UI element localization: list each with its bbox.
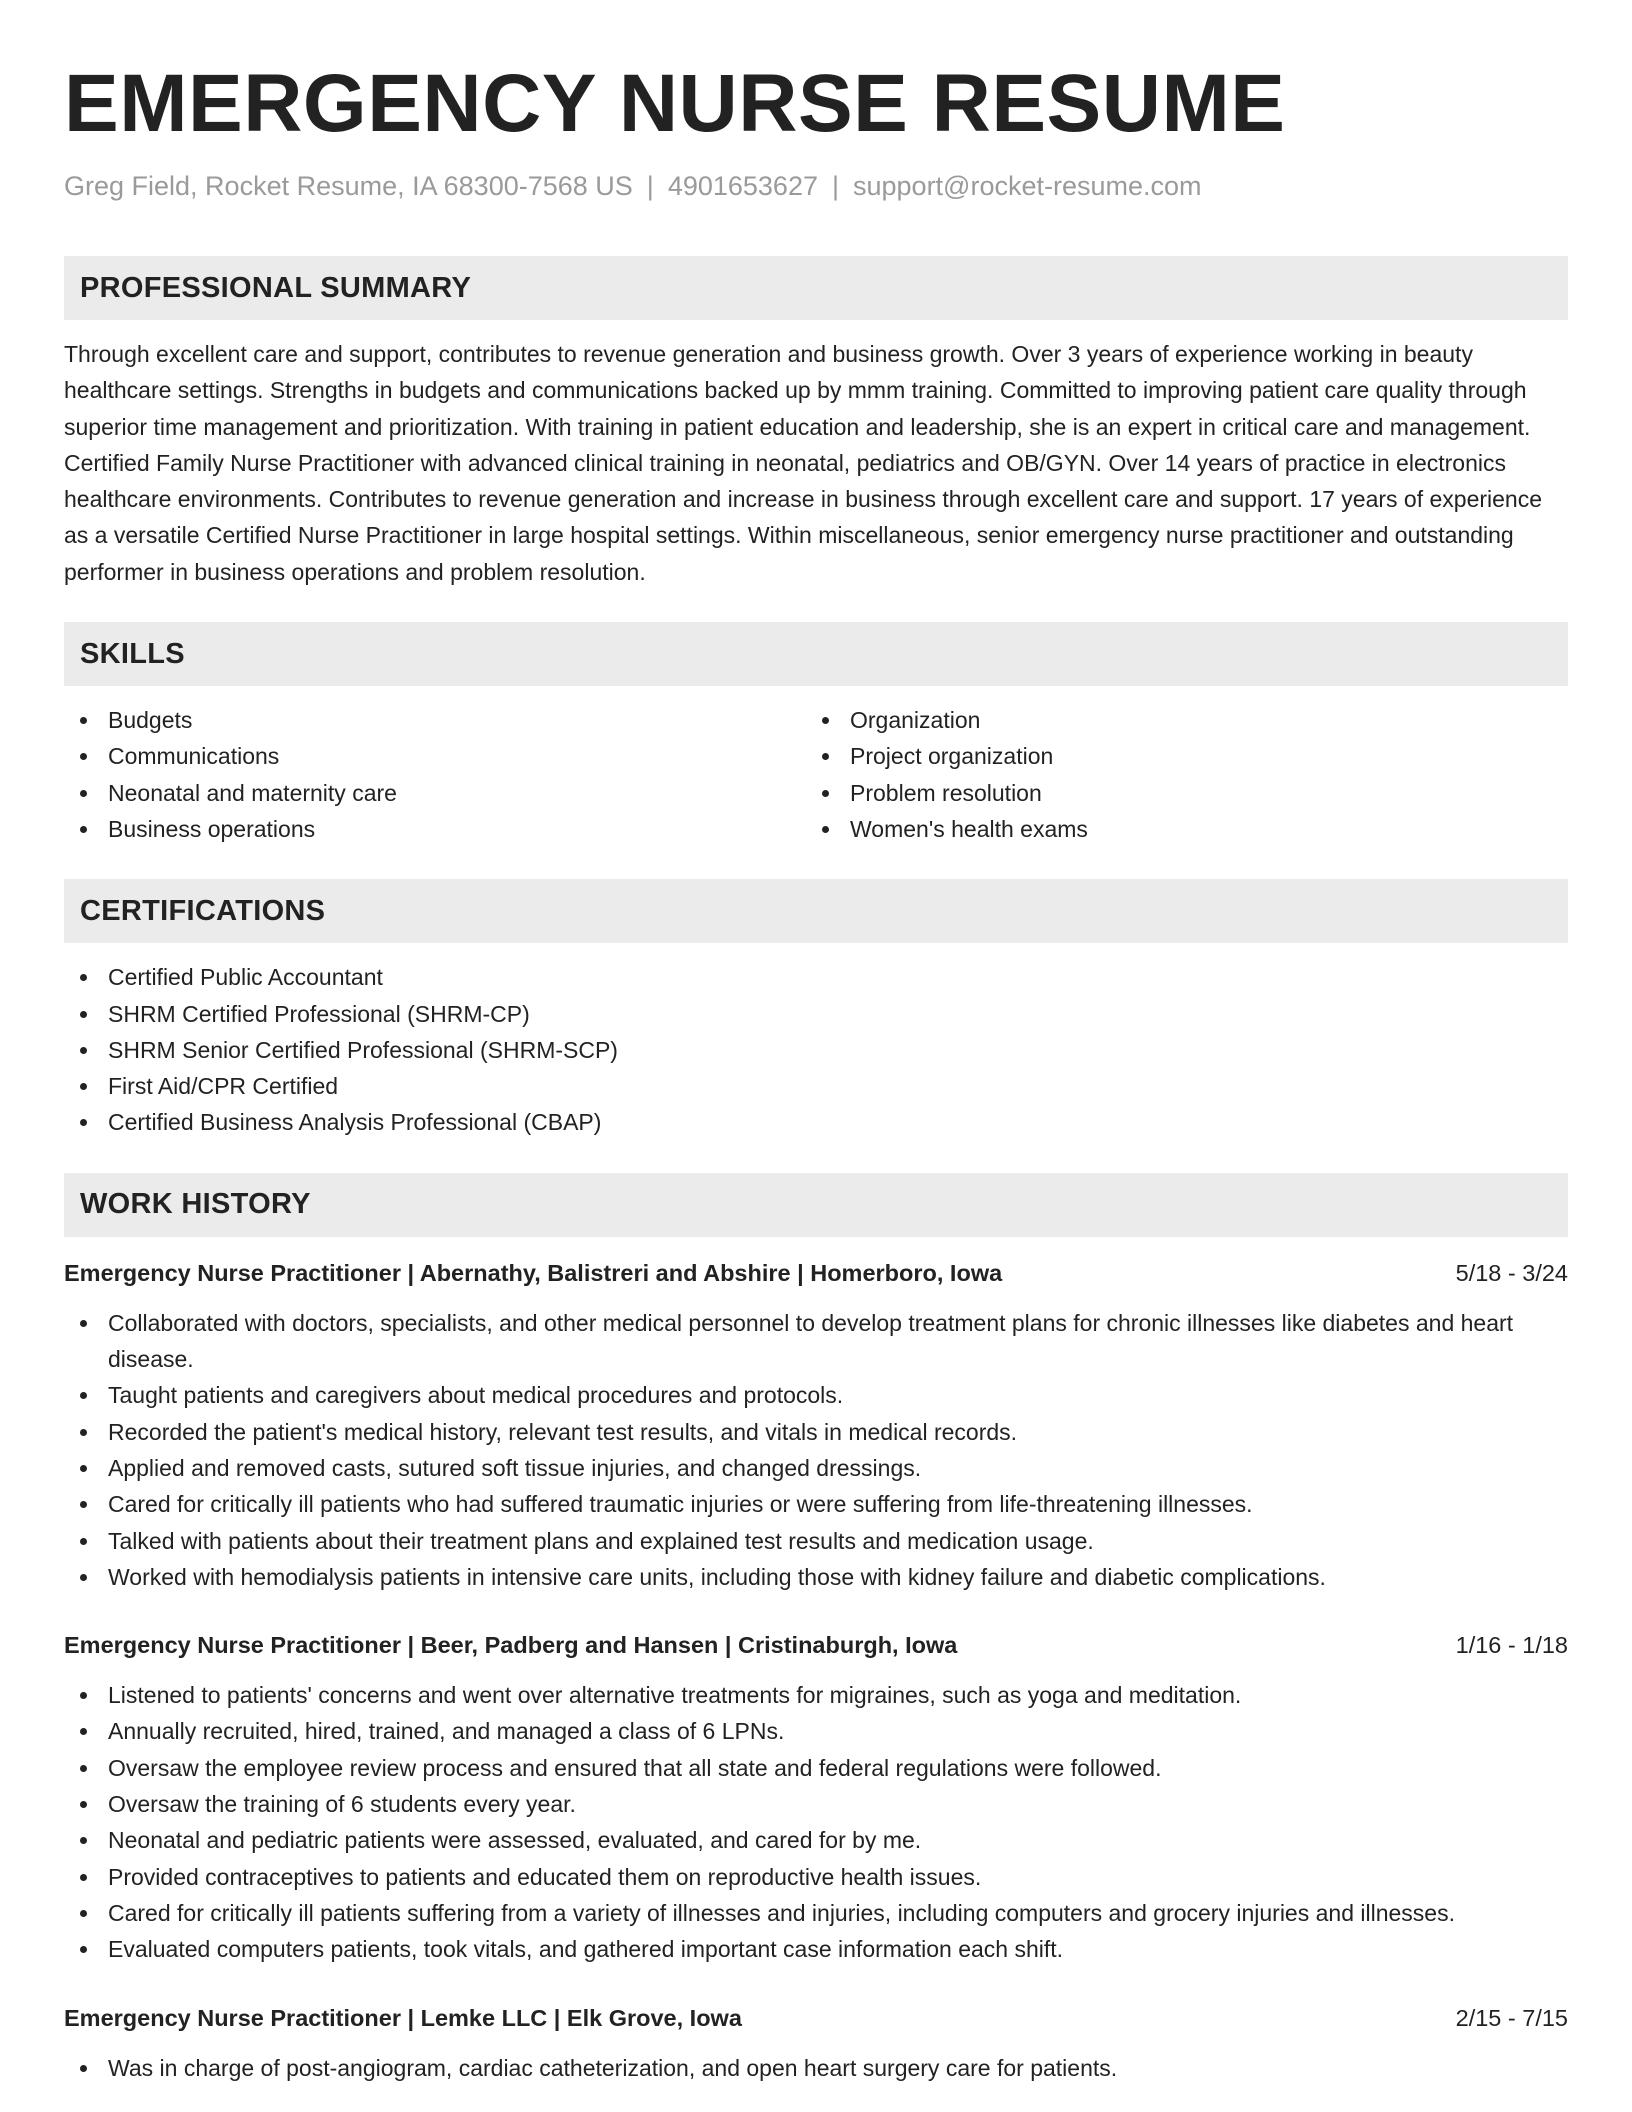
skills-column-right <box>806 702 1548 847</box>
job-duty: Provided contraceptives to patients and educated them on reproductive health issues. <box>64 1859 1568 1895</box>
contact-separator: | <box>831 171 839 201</box>
skill-item: Budgets <box>64 702 806 738</box>
contact-email: support@rocket-resume.com <box>853 171 1202 201</box>
work-history-section-header <box>64 1173 1568 1237</box>
job-entry <box>64 2000 1568 2086</box>
skill-item: Organization <box>806 702 1548 738</box>
certifications-heading: CERTIFICATIONS <box>80 894 326 927</box>
job-duty: Collaborated with doctors, specialists, and other medical personnel to develop treatment plans for chronic illnesses like diabetes and heart disease. <box>64 1305 1568 1378</box>
job-header <box>64 1255 1568 1291</box>
skill-item: Communications <box>64 738 806 774</box>
page-title: EMERGENCY NURSE RESUME <box>64 58 1286 149</box>
skills-heading: SKILLS <box>80 637 185 670</box>
skill-item: Women's health exams <box>806 811 1548 847</box>
job-dates: 5/18 - 3/24 <box>1455 1259 1568 1286</box>
certifications-list <box>64 959 1568 1140</box>
job-duty: Applied and removed casts, sutured soft tissue injuries, and changed dressings. <box>64 1450 1568 1486</box>
job-duty: Oversaw the employee review process and ensured that all state and federal regulations were followed. <box>64 1750 1568 1786</box>
skill-item: Business operations <box>64 811 806 847</box>
certification-item: First Aid/CPR Certified <box>64 1068 1568 1104</box>
job-duties <box>64 1305 1568 1595</box>
skills-column-left <box>64 702 806 847</box>
job-header <box>64 1627 1568 1663</box>
job-duty: Evaluated computers patients, took vitals, and gathered important case information each shift. <box>64 1931 1568 1967</box>
job-duties <box>64 2050 1568 2086</box>
certifications-section-header <box>64 879 1568 943</box>
skill-item: Neonatal and maternity care <box>64 775 806 811</box>
certification-item: SHRM Senior Certified Professional (SHRM-SCP) <box>64 1032 1568 1068</box>
job-entry <box>64 1255 1568 1595</box>
skill-item: Project organization <box>806 738 1548 774</box>
summary-section-header <box>64 256 1568 320</box>
job-entry <box>64 1627 1568 1967</box>
contact-phone: 4901653627 <box>667 171 818 201</box>
certification-item: Certified Public Accountant <box>64 959 1568 995</box>
job-duty: Recorded the patient's medical history, relevant test results, and vitals in medical records. <box>64 1414 1568 1450</box>
job-duty: Was in charge of post-angiogram, cardiac catheterization, and open heart surgery care for patients. <box>64 2050 1568 2086</box>
job-duty: Neonatal and pediatric patients were assessed, evaluated, and cared for by me. <box>64 1822 1568 1858</box>
job-duty: Taught patients and caregivers about medical procedures and protocols. <box>64 1377 1568 1413</box>
job-duty: Annually recruited, hired, trained, and managed a class of 6 LPNs. <box>64 1713 1568 1749</box>
contact-line <box>64 168 1568 204</box>
job-duty: Cared for critically ill patients suffering from a variety of illnesses and injuries, including computers and grocery injuries and illnesses. <box>64 1895 1568 1931</box>
skills-list <box>64 702 1568 847</box>
work-history-heading: WORK HISTORY <box>80 1188 311 1221</box>
summary-heading: PROFESSIONAL SUMMARY <box>80 271 472 304</box>
skill-item: Problem resolution <box>806 775 1548 811</box>
contact-separator: | <box>646 171 654 201</box>
skills-section-header <box>64 622 1568 686</box>
job-duty: Oversaw the training of 6 students every year. <box>64 1786 1568 1822</box>
job-title: Emergency Nurse Practitioner | Beer, Padberg and Hansen | Cristinaburgh, Iowa <box>64 1632 958 1659</box>
job-duty: Talked with patients about their treatment plans and explained test results and medication usage. <box>64 1523 1568 1559</box>
job-duties <box>64 1677 1568 1967</box>
summary-text: Through excellent care and support, contributes to revenue generation and business growth. Over 3 years of experience working in beauty healthcare settings. Strengths in budgets and communications backed up by mmm training. Committed to improving patient care quality through superior time management and prioritization. With training in patient education and leadership, she is an expert in critical care and management. Certified Family Nurse Practitioner with advanced clinical training in neonatal, pediatrics and OB/GYN. Over 14 years of practice in electronics healthcare environments. Contributes to revenue generation and increase in business through excellent care and support. 17 years of experience as a versatile Certified Nurse Practitioner in large hospital settings. Within miscellaneous, senior emergency nurse practitioner and outstanding performer in business operations and problem resolution. <box>64 341 1543 585</box>
resume-page <box>64 56 1568 2086</box>
certification-item: SHRM Certified Professional (SHRM-CP) <box>64 996 1568 1032</box>
job-dates: 1/16 - 1/18 <box>1455 1632 1568 1659</box>
job-dates: 2/15 - 7/15 <box>1455 2004 1568 2031</box>
job-header <box>64 2000 1568 2036</box>
job-title: Emergency Nurse Practitioner | Abernathy, Balistreri and Abshire | Homerboro, Iowa <box>64 1259 1003 1286</box>
contact-address: Greg Field, Rocket Resume, IA 68300-7568 US <box>64 171 633 201</box>
job-duty: Worked with hemodialysis patients in intensive care units, including those with kidney failure and diabetic complications. <box>64 1559 1568 1595</box>
certification-item: Certified Business Analysis Professional (CBAP) <box>64 1104 1568 1140</box>
job-duty: Listened to patients' concerns and went over alternative treatments for migraines, such as yoga and meditation. <box>64 1677 1568 1713</box>
job-duty: Cared for critically ill patients who had suffered traumatic injuries or were suffering from life-threatening illnesses. <box>64 1486 1568 1522</box>
job-title: Emergency Nurse Practitioner | Lemke LLC | Elk Grove, Iowa <box>64 2004 742 2031</box>
